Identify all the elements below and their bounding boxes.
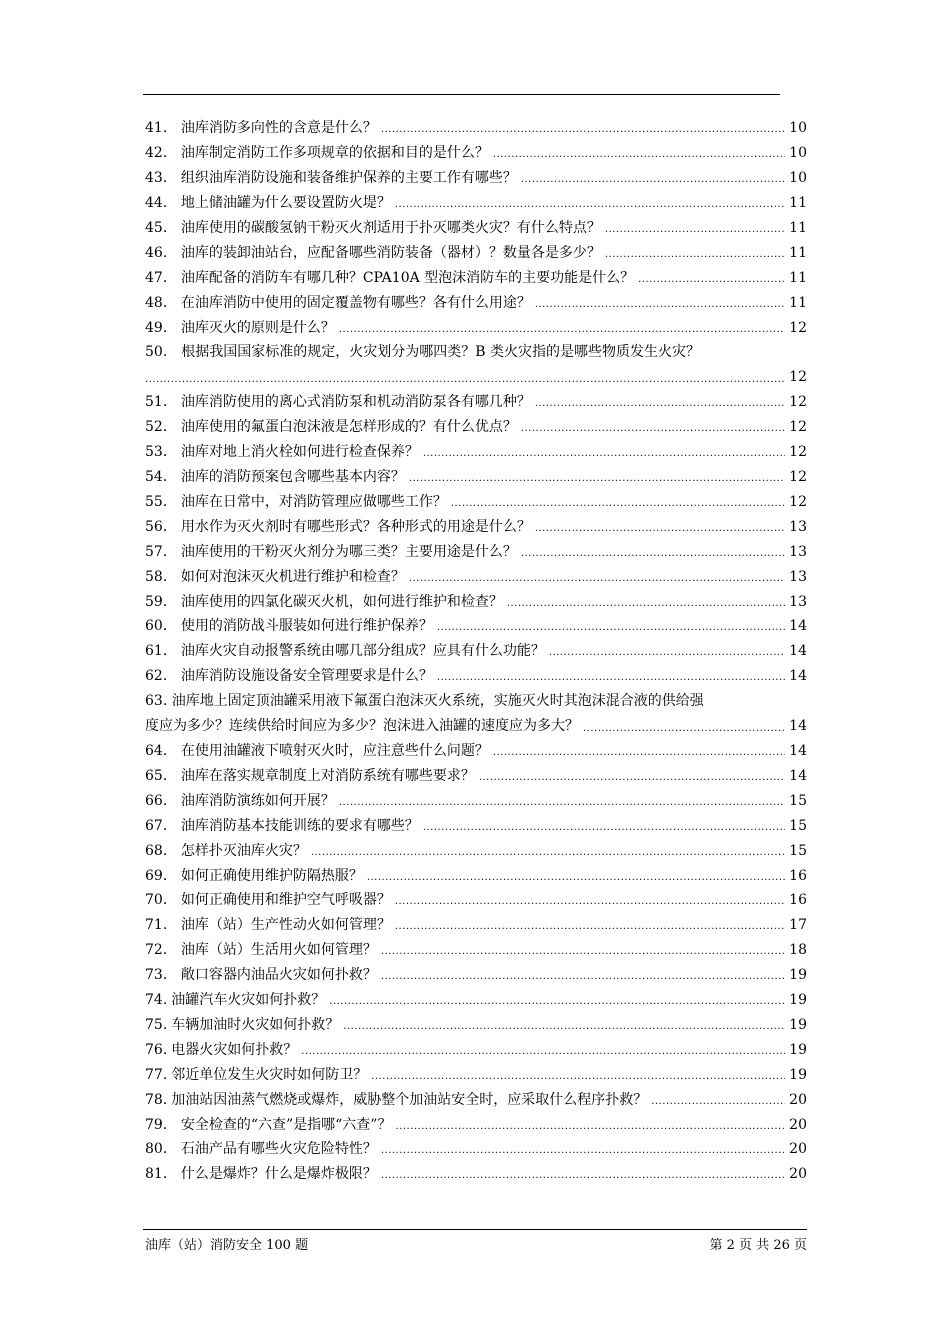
toc-entry[interactable] xyxy=(145,240,807,265)
toc-entry-page: 14 xyxy=(789,743,807,760)
toc-entry-page: 12 xyxy=(789,369,807,386)
toc-entry[interactable] xyxy=(145,1087,807,1112)
toc-entry-title: 油库（站）生产性动火如何管理？ xyxy=(180,917,391,934)
toc-entry-page: 14 xyxy=(789,768,807,785)
toc-entry[interactable] xyxy=(145,764,807,789)
toc-entry-title: 油库消防使用的离心式消防泵和机动消防泵各有哪几种？ xyxy=(180,394,531,411)
toc-entry-page: 18 xyxy=(789,942,807,959)
dot-leader xyxy=(437,669,785,687)
toc-entry-number: 76. xyxy=(145,1041,168,1058)
dot-leader xyxy=(535,520,785,538)
toc-entry-number: 47． xyxy=(145,269,177,286)
dot-leader xyxy=(451,495,785,513)
toc-entry[interactable] xyxy=(145,614,807,639)
toc-entry[interactable] xyxy=(145,863,807,888)
toc-entry[interactable] xyxy=(145,1037,807,1062)
toc-entry-page: 20 xyxy=(789,1116,807,1133)
toc-entry-number: 80． xyxy=(145,1141,177,1158)
toc-entry-page: 11 xyxy=(789,195,807,212)
toc-entry-number: 64． xyxy=(145,743,177,760)
toc-entry-page: 15 xyxy=(789,792,807,809)
dot-leader xyxy=(311,844,785,862)
toc-entry-title: 石油产品有哪些火灾危险特性？ xyxy=(180,1141,377,1158)
toc-entry-page: 17 xyxy=(789,917,807,934)
dot-leader xyxy=(651,1093,785,1111)
dot-leader xyxy=(381,121,785,139)
toc-entry-page: 11 xyxy=(789,244,807,261)
toc-entry-title: 油库地上固定顶油罐采用液下氟蛋白泡沫灭火系统，实施灭火时其泡沫混合液的供给强 xyxy=(171,692,704,709)
toc-entry[interactable] xyxy=(145,539,807,564)
toc-entry-page: 12 xyxy=(789,319,807,336)
toc-entry-page: 20 xyxy=(789,1166,807,1183)
toc-entry-number: 59． xyxy=(145,593,177,610)
toc-entry-page: 19 xyxy=(789,1041,807,1058)
toc-entry-number: 50． xyxy=(145,344,177,361)
toc-entry[interactable] xyxy=(145,888,807,913)
toc-entry-title: 使用的消防战斗服装如何进行维护保养？ xyxy=(180,618,433,635)
toc-entry-title: 如何对泡沫灭火机进行维护和检查？ xyxy=(180,568,405,585)
toc-entry-page: 13 xyxy=(789,518,807,535)
toc-entry[interactable] xyxy=(145,340,807,390)
toc-entry-number: 71． xyxy=(145,917,177,934)
toc-entry[interactable] xyxy=(145,664,807,689)
toc-entry-number: 78. xyxy=(145,1091,168,1108)
toc-entry-number: 79． xyxy=(145,1116,177,1133)
toc-entry-number: 48． xyxy=(145,294,177,311)
toc-entry-page: 10 xyxy=(789,170,807,187)
toc-entry-number: 43． xyxy=(145,170,177,187)
toc-entry-page: 12 xyxy=(789,419,807,436)
toc-entry-number: 54． xyxy=(145,469,177,486)
toc-entry-title: 邻近单位发生火灾时如何防卫？ xyxy=(171,1066,368,1083)
toc-entry[interactable] xyxy=(145,1137,807,1162)
toc-entry-title: 油库使用的氟蛋白泡沫液是怎样形成的？有什么优点？ xyxy=(180,419,517,436)
toc-entry-title: 油库使用的干粉灭火剂分为哪三类？主要用途是什么？ xyxy=(180,543,517,560)
toc-entry-number: 55． xyxy=(145,494,177,511)
toc-entry[interactable] xyxy=(145,739,807,764)
toc-entry[interactable] xyxy=(145,639,807,664)
toc-entry[interactable] xyxy=(145,216,807,241)
toc-entry[interactable] xyxy=(145,938,807,963)
toc-entry[interactable] xyxy=(145,440,807,465)
toc-entry-number: 51． xyxy=(145,394,177,411)
toc-entry-title: 组织油库消防设施和装备维护保养的主要工作有哪些？ xyxy=(180,170,517,187)
toc-entry-number: 72． xyxy=(145,942,177,959)
toc-entry-title: 油库消防多向性的含意是什么？ xyxy=(180,120,377,137)
toc-entry-page: 15 xyxy=(789,842,807,859)
toc-entry[interactable] xyxy=(145,390,807,415)
header-rule xyxy=(143,94,780,95)
toc-entry[interactable] xyxy=(145,589,807,614)
toc-entry[interactable] xyxy=(145,490,807,515)
toc-entry-number: 70． xyxy=(145,892,177,909)
toc-entry[interactable] xyxy=(145,689,807,739)
dot-leader xyxy=(521,545,785,563)
toc-entry-page: 12 xyxy=(789,494,807,511)
toc-entry[interactable] xyxy=(145,191,807,216)
toc-entry-page: 12 xyxy=(789,444,807,461)
toc-entry-number: 77. xyxy=(145,1066,168,1083)
toc-entry[interactable] xyxy=(145,813,807,838)
toc-entry-number: 44． xyxy=(145,195,177,212)
toc-entry-number: 69． xyxy=(145,867,177,884)
toc-entry-number: 57． xyxy=(145,543,177,560)
toc-entry-page: 19 xyxy=(789,1016,807,1033)
toc-entry[interactable] xyxy=(145,564,807,589)
dot-leader xyxy=(521,171,785,189)
toc-entry-page: 14 xyxy=(789,668,807,685)
toc-entry-page: 10 xyxy=(789,120,807,137)
toc-entry-title: 如何正确使用维护防隔热服？ xyxy=(180,867,363,884)
toc-entry-page: 15 xyxy=(789,817,807,834)
toc-entry-title: 车辆加油时火灾如何扑救？ xyxy=(171,1016,340,1033)
toc-entry-title: 在使用油罐液下喷射灭火时，应注意些什么问题？ xyxy=(180,743,489,760)
toc-entry-title: 用水作为灭火剂时有哪些形式？各种形式的用途是什么？ xyxy=(180,518,531,535)
toc-entry-page: 12 xyxy=(789,469,807,486)
toc-entry-number: 63. xyxy=(145,692,168,709)
dot-leader xyxy=(437,619,785,637)
toc-entry-number: 41． xyxy=(145,120,177,137)
toc-entry-number: 65． xyxy=(145,768,177,785)
toc-entry[interactable] xyxy=(145,913,807,938)
toc-entry-number: 74. xyxy=(145,992,168,1009)
dot-leader xyxy=(381,1167,785,1185)
toc-entry-number: 68． xyxy=(145,842,177,859)
toc-entry-title: 油库火灾自动报警系统由哪几部分组成？应具有什么功能？ xyxy=(180,643,545,660)
toc-entry[interactable] xyxy=(145,415,807,440)
toc-entry-number: 60． xyxy=(145,618,177,635)
toc-entry-title: 地上储油罐为什么要设置防火堤？ xyxy=(180,195,391,212)
dot-leader xyxy=(521,420,785,438)
toc-entry-number: 56． xyxy=(145,518,177,535)
dot-leader xyxy=(367,869,785,887)
toc-entry-number: 62． xyxy=(145,668,177,685)
toc-entry-number: 53． xyxy=(145,444,177,461)
toc-entry[interactable] xyxy=(145,315,807,340)
dot-leader xyxy=(395,1118,785,1136)
dot-leader xyxy=(395,918,785,936)
dot-leader xyxy=(605,221,785,239)
dot-leader xyxy=(507,595,785,613)
toc-entry-page: 11 xyxy=(789,269,807,286)
footer-document-title: 油库（站）消防安全 100 题 xyxy=(145,1238,309,1253)
dot-leader xyxy=(535,296,785,314)
dot-leader xyxy=(339,794,785,812)
toc-entry-number: 46． xyxy=(145,244,177,261)
toc-entry[interactable] xyxy=(145,116,807,141)
dot-leader xyxy=(605,246,785,264)
dot-leader xyxy=(493,744,785,762)
toc-entry[interactable] xyxy=(145,1112,807,1137)
dot-leader xyxy=(549,644,785,662)
dot-leader xyxy=(343,1018,785,1036)
toc-entry-title: 加油站因油蒸气燃烧或爆炸，威胁整个加油站安全时，应采取什么程序扑救？ xyxy=(171,1091,648,1108)
toc-entry-title: 油库消防设施设备安全管理要求是什么？ xyxy=(180,668,433,685)
toc-entry-page: 16 xyxy=(789,867,807,884)
toc-entry[interactable] xyxy=(145,1013,807,1038)
dot-leader xyxy=(145,367,785,392)
toc-entry-number: 49． xyxy=(145,319,177,336)
dot-leader xyxy=(423,445,785,463)
dot-leader xyxy=(395,893,785,911)
toc-entry-page: 13 xyxy=(789,543,807,560)
toc-entry-title: 油库消防演练如何开展？ xyxy=(180,792,335,809)
toc-entry-title: 油库灭火的原则是什么？ xyxy=(180,319,335,336)
toc-entry-title: 油库使用的碳酸氢钠干粉灭火剂适用于扑灭哪类火灾？有什么特点？ xyxy=(180,220,601,236)
toc-entry-title: 根据我国国家标准的规定，火灾划分为哪四类？B 类火灾指的是哪些物质发生火灾？ xyxy=(181,344,701,361)
toc-entry-page: 13 xyxy=(789,568,807,585)
dot-leader xyxy=(493,146,785,164)
toc-entry-title: 敞口容器内油品火灾如何扑救？ xyxy=(180,967,377,984)
dot-leader xyxy=(301,1043,785,1061)
toc-entry[interactable] xyxy=(145,265,807,290)
toc-entry-title: 怎样扑灭油库火灾？ xyxy=(180,842,307,859)
toc-entry[interactable] xyxy=(145,290,807,315)
toc-entry-page: 11 xyxy=(789,294,807,311)
dot-leader xyxy=(479,769,785,787)
toc-entry-title: 油库的装卸油站台，应配备哪些消防装备（器材）？数量各是多少？ xyxy=(180,244,601,261)
dot-leader xyxy=(395,196,785,214)
toc-entry-page: 20 xyxy=(789,1141,807,1158)
toc-entry[interactable] xyxy=(145,838,807,863)
toc-entry-title: 油库对地上消火栓如何进行检查保养？ xyxy=(180,444,419,461)
toc-entry-number: 67． xyxy=(145,817,177,834)
toc-entry-title: 油库使用的四氯化碳灭火机，如何进行维护和检查？ xyxy=(180,593,503,610)
toc-entry-number: 61． xyxy=(145,643,177,660)
toc-entry-title: 油库在落实规章制度上对消防系统有哪些要求？ xyxy=(180,768,475,785)
toc-entry-number: 45． xyxy=(145,220,177,236)
toc-entry-title: 油库制定消防工作多项规章的依据和目的是什么？ xyxy=(180,145,489,162)
toc-entry[interactable] xyxy=(145,1162,807,1187)
toc-entry-number: 42． xyxy=(145,145,177,162)
toc-entry-page: 14 xyxy=(789,717,807,734)
toc-entry[interactable] xyxy=(145,141,807,166)
toc-entry[interactable] xyxy=(145,963,807,988)
toc-entry-page: 11 xyxy=(789,220,807,236)
toc-entry-title: 油库（站）生活用火如何管理？ xyxy=(180,942,377,959)
dot-leader xyxy=(339,321,785,339)
toc-entry-title: 油罐汽车火灾如何扑救？ xyxy=(171,992,326,1009)
toc-entry-title: 油库在日常中，对消防管理应做哪些工作？ xyxy=(180,494,447,511)
toc-entry-page: 19 xyxy=(789,1066,807,1083)
dot-leader xyxy=(371,1068,785,1086)
dot-leader xyxy=(381,968,785,986)
dot-leader xyxy=(535,395,785,413)
dot-leader xyxy=(423,819,785,837)
dot-leader xyxy=(381,943,785,961)
toc-entry-title-continued: 度应为多少？连续供给时间应为多少？泡沫进入油罐的速度应为多大？ xyxy=(145,717,579,734)
table-of-contents xyxy=(145,116,807,1187)
dot-leader xyxy=(329,993,785,1011)
toc-entry[interactable] xyxy=(145,166,807,191)
toc-entry-page: 19 xyxy=(789,967,807,984)
footer-rule xyxy=(143,1229,807,1230)
toc-entry-number: 81． xyxy=(145,1166,177,1183)
toc-entry-title: 电器火灾如何扑救？ xyxy=(171,1041,298,1058)
dot-leader xyxy=(583,716,785,741)
footer-page-number: 第 2 页 共 26 页 xyxy=(709,1238,807,1253)
toc-entry-page: 20 xyxy=(789,1091,807,1108)
toc-entry-title: 安全检查的“六查”是指哪“六查”？ xyxy=(180,1116,392,1133)
dot-leader xyxy=(409,470,785,488)
toc-entry-title: 什么是爆炸？什么是爆炸极限？ xyxy=(180,1166,377,1183)
toc-entry[interactable] xyxy=(145,788,807,813)
toc-entry-page: 14 xyxy=(789,618,807,635)
toc-entry-page: 12 xyxy=(789,394,807,411)
dot-leader xyxy=(381,1142,785,1160)
toc-entry-number: 58． xyxy=(145,568,177,585)
toc-entry[interactable] xyxy=(145,465,807,490)
dot-leader xyxy=(409,570,785,588)
toc-entry-number: 52． xyxy=(145,419,177,436)
toc-entry-title: 在油库消防中使用的固定覆盖物有哪些？各有什么用途？ xyxy=(180,294,531,311)
toc-entry-title: 油库配备的消防车有哪几种？CPA10A 型泡沫消防车的主要功能是什么？ xyxy=(180,269,635,286)
toc-entry-page: 10 xyxy=(789,145,807,162)
toc-entry-number: 66． xyxy=(145,792,177,809)
toc-entry[interactable] xyxy=(145,988,807,1013)
toc-entry-title: 油库的消防预案包含哪些基本内容？ xyxy=(180,469,405,486)
toc-entry-page: 14 xyxy=(789,643,807,660)
toc-entry-title: 如何正确使用和维护空气呼吸器？ xyxy=(180,892,391,909)
dot-leader xyxy=(638,271,785,289)
toc-entry[interactable] xyxy=(145,1062,807,1087)
toc-entry-page: 16 xyxy=(789,892,807,909)
toc-entry-title: 油库消防基本技能训练的要求有哪些？ xyxy=(180,817,419,834)
toc-entry[interactable] xyxy=(145,514,807,539)
toc-entry-number: 73． xyxy=(145,967,177,984)
toc-entry-page: 13 xyxy=(789,593,807,610)
toc-entry-page: 19 xyxy=(789,992,807,1009)
toc-entry-number: 75. xyxy=(145,1016,168,1033)
